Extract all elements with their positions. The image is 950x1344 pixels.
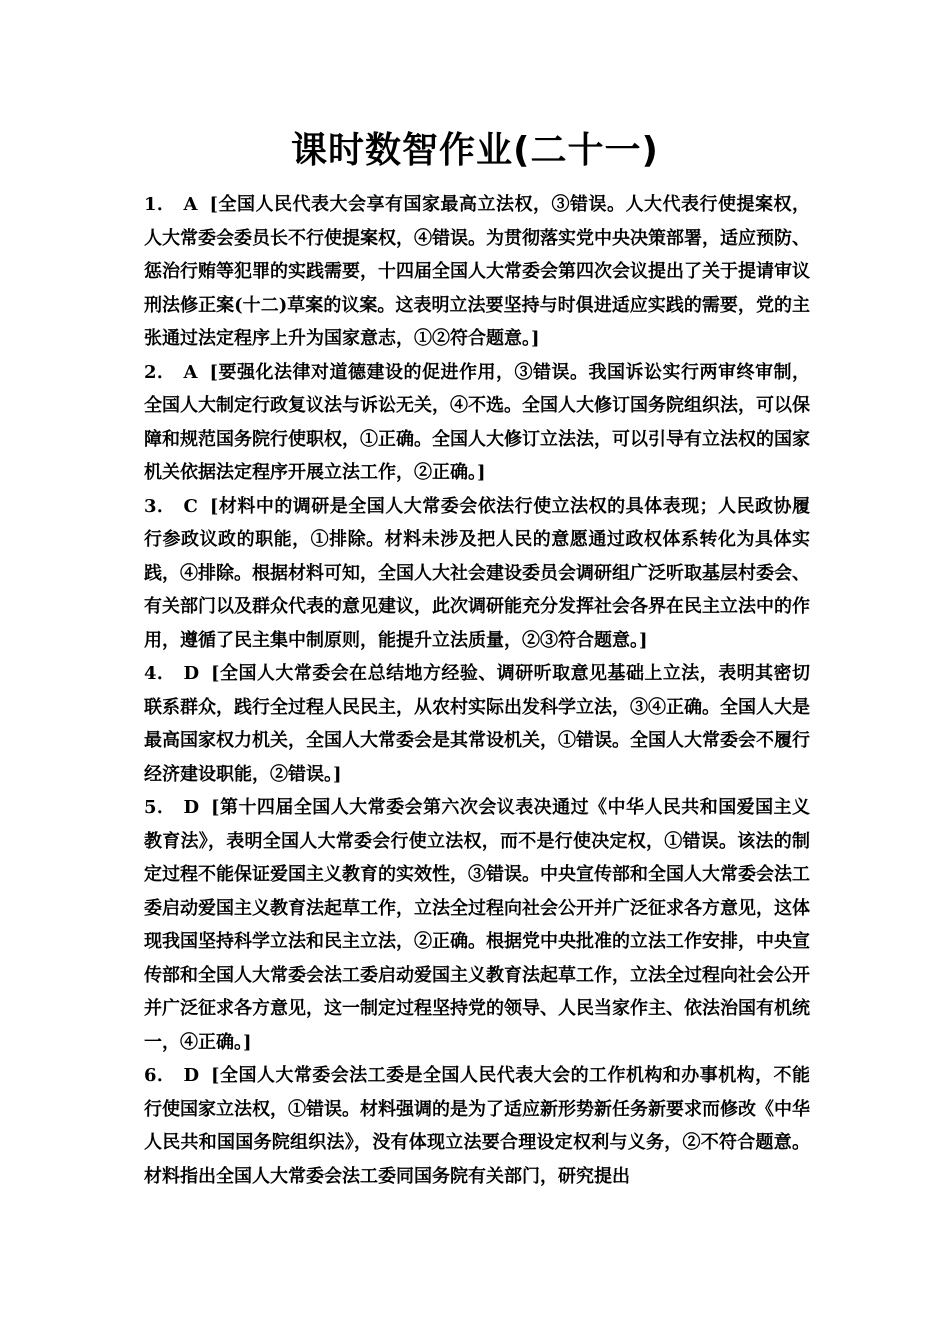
answer-item-1	[144, 188, 810, 356]
answer-item-4	[144, 657, 810, 791]
item-answer: A	[183, 194, 198, 215]
item-answer: C	[183, 495, 198, 517]
item-explanation: [全国人大常委会法工委是全国人民代表大会的工作机构和办事机构，不能行使国家立法权，①错误。材料强调的是为了适应新形势新任务新要求而修改《中华人民共和国国务院组织法》，没有体现立法要合理设定权利与义务，②不符合题意。材料指出全国人大常委会法工委同国务院有关部门，研究提出	[144, 1065, 811, 1187]
item-answer: D	[183, 663, 200, 684]
item-number: 5．	[144, 797, 176, 818]
answer-list	[144, 188, 810, 1193]
item-number: 3．	[144, 495, 176, 517]
item-explanation: [第十四届全国人大常委会第六次会议表决通过《中华人民共和国爱国主义教育法》，表明全国人大常委会行使立法权，而不是行使决定权，①错误。该法的制定过程不能保证爱国主义教育的实效性，③错误。中央宣传部和全国人大常委会法工委启动爱国主义教育法起草工作，立法全过程向社会公开并广泛征求各方意见，这体现我国坚持科学立法和民主立法，②正确。根据党中央批准的立法工作安排，中央宣传部和全国人大常委会法工委启动爱国主义教育法起草工作，立法全过程向社会公开并广泛征求各方意见，这一制定过程坚持党的领导、人民当家作主、依法治国有机统一，④正确。]	[144, 797, 811, 1053]
answer-item-5	[144, 791, 810, 1059]
item-number: 6．	[144, 1065, 176, 1086]
item-number: 1．	[144, 194, 176, 215]
item-explanation: [全国人大常委会在总结地方经验、调研听取意见基础上立法，表明其密切联系群众，践行全过程人民民主，从农村实际出发科学立法，③④正确。全国人大是最高国家权力机关，全国人大常委会是其常设机关，①错误。全国人大常委会不履行经济建设职能，②错误。]	[144, 663, 811, 785]
answer-item-6	[144, 1059, 810, 1193]
page-title: 课时数智作业(二十一)	[291, 130, 659, 171]
item-explanation: [要强化法律对道德建设的促进作用，③错误。我国诉讼实行两审终审制，全国人大制定行政复议法与诉讼无关，④不选。全国人大修订国务院组织法，可以保障和规范国务院行使职权，①正确。全国人大修订立法法，可以引导有立法权的国家机关依据法定程序开展立法工作，②正确。]	[144, 361, 810, 483]
item-number: 2．	[144, 361, 176, 383]
item-explanation: [材料中的调研是全国人大常委会依法行使立法权的具体表现；人民政协履行参政议政的职能，①排除。材料未涉及把人民的意愿通过政权体系转化为具体实践，④排除。根据材料可知，全国人大社会建设委员会调研组广泛听取基层村委会、有关部门以及群众代表的意见建议，此次调研能充分发挥社会各界在民主立法中的作用，遵循了民主集中制原则，能提升立法质量，②③符合题意。]	[144, 495, 811, 651]
answer-item-3	[144, 490, 810, 658]
item-explanation: [全国人民代表大会享有国家最高立法权，③错误。人大代表行使提案权，人大常委会委员长不行使提案权，④错误。为贯彻落实党中央决策部署，适应预防、惩治行贿等犯罪的实践需要，十四届全国人大常委会第四次会议提出了关于提请审议刑法修正案(十二)草案的议案。这表明立法要坚持与时俱进适应实践的需要，党的主张通过法定程序上升为国家意志，①②符合题意。]	[144, 194, 810, 349]
item-answer: D	[183, 1065, 200, 1086]
answer-item-2	[144, 356, 810, 490]
item-number: 4．	[144, 663, 176, 684]
item-answer: A	[183, 361, 198, 383]
item-answer: D	[183, 797, 200, 818]
